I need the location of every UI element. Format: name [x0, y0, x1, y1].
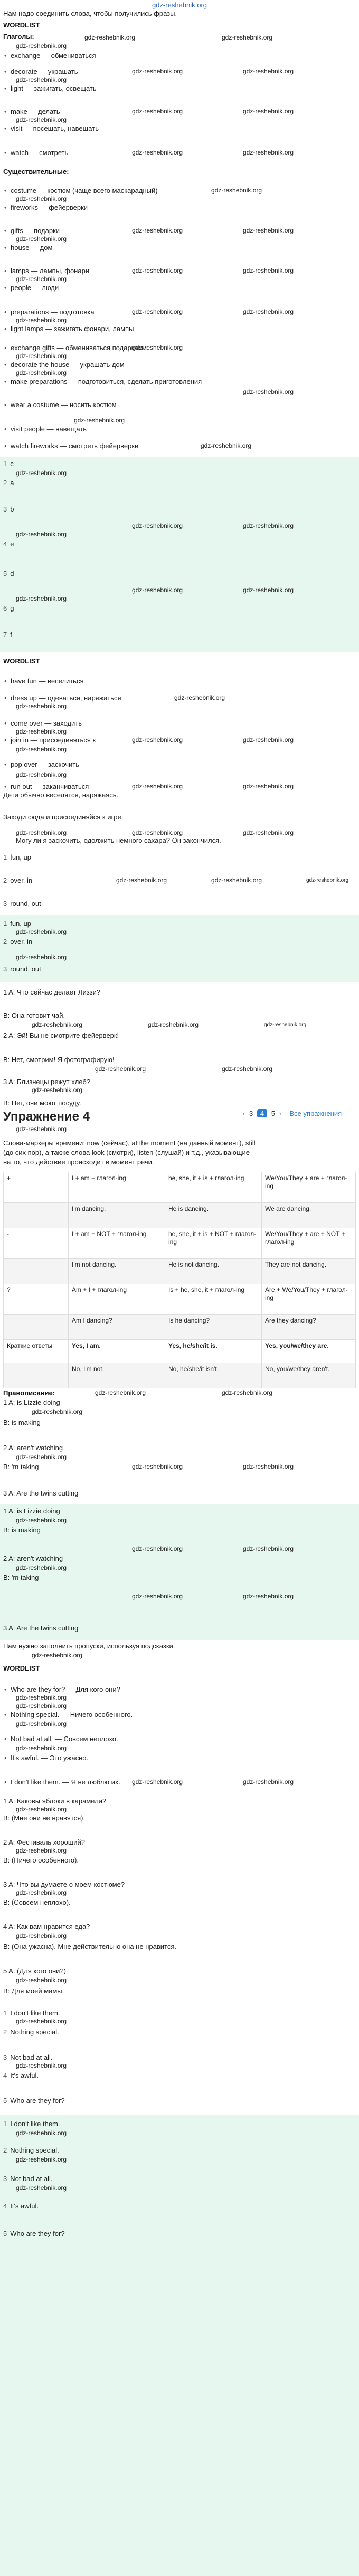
table-cell: [4, 1363, 69, 1388]
answer-number: 5: [3, 2230, 7, 2237]
dialog-line: B: Она готовит чай.: [3, 1011, 65, 1019]
table-cell: I'm dancing.: [69, 1203, 165, 1228]
dialog-line: 3 A: Что вы думаете о моем костюме?: [3, 1880, 125, 1888]
answer-number: 3: [3, 965, 7, 973]
watermark: gdz-reshebnik.org: [16, 1806, 67, 1813]
answer-text: Not bad at all.: [10, 2053, 53, 2061]
watermark: gdz-reshebnik.org: [243, 227, 294, 234]
watermark: gdz-reshebnik.org: [16, 928, 67, 935]
watermark: gdz-reshebnik.org: [201, 442, 252, 449]
table-cell: No, I'm not.: [69, 1363, 165, 1388]
dialog-line: 1 A: Что сейчас делает Лиззи?: [3, 988, 101, 996]
list-item: • decorate the house — украшать дом: [3, 361, 125, 369]
answer-number: 2: [3, 876, 7, 884]
answer-number: 2: [3, 2146, 7, 2154]
list-item: • dress up — одеваться, наряжаться: [3, 694, 121, 702]
list-item: • visit — посещать, навещать: [3, 124, 99, 132]
table-cell: No, you/we/they aren't.: [262, 1363, 356, 1388]
exercise-title: Упражнение 4: [3, 1109, 90, 1124]
watermark: gdz-reshebnik.org: [243, 522, 294, 529]
nouns-heading: Существительные:: [3, 168, 69, 176]
list-item: • Not bad at all. — Совсем неплохо.: [3, 1735, 118, 1743]
answer-line: 2 A: aren't watching: [3, 1444, 63, 1452]
answer-number: 4: [3, 2202, 7, 2210]
table-cell: We are dancing.: [262, 1203, 356, 1228]
watermark: gdz-reshebnik.org: [243, 1593, 294, 1600]
watermark: gdz-reshebnik.org: [74, 417, 125, 424]
watermark: gdz-reshebnik.org: [132, 736, 183, 744]
watermark: gdz-reshebnik.org: [16, 1694, 67, 1701]
answer-number: 3: [3, 2175, 7, 2183]
watermark: gdz-reshebnik.org: [16, 469, 67, 477]
watermark: gdz-reshebnik.org: [16, 352, 67, 360]
watermark: gdz-reshebnik.org: [243, 783, 294, 790]
list-item: • make — делать: [3, 108, 60, 115]
watermark: gdz-reshebnik.org: [16, 746, 67, 753]
watermark: gdz-reshebnik.org: [16, 771, 67, 778]
watermark: gdz-reshebnik.org: [222, 34, 273, 41]
wordlist-heading: WORDLIST: [3, 657, 40, 665]
dialog-line: 1 A: Каковы яблоки в карамели?: [3, 1797, 107, 1805]
answer-line: B: 'm taking: [3, 1574, 39, 1581]
answer-text: over, in: [10, 876, 33, 884]
answer-text: Nothing special.: [10, 2146, 59, 2154]
answer-text: It's awful.: [10, 2202, 39, 2210]
answer-line: 1 A: is Lizzie doing: [3, 1398, 60, 1406]
table-cell: -: [4, 1228, 69, 1259]
grammar-table: [3, 1172, 356, 1388]
answer-number: 1: [3, 920, 7, 928]
watermark: gdz-reshebnik.org: [16, 1847, 67, 1854]
dialog-line: B: (Ничего особенного).: [3, 1856, 79, 1864]
table-cell: Are + We/You/They + глагол-ing: [262, 1284, 356, 1315]
list-item: • exchange — обмениваться: [3, 52, 96, 60]
watermark: gdz-reshebnik.org: [243, 308, 294, 315]
watermark: gdz-reshebnik.org: [16, 702, 67, 710]
watermark: gdz-reshebnik.org: [16, 1932, 67, 1940]
dialog-line: B: Для моей мамы.: [3, 1987, 64, 1995]
watermark: gdz-reshebnik.org: [32, 1086, 83, 1094]
list-item: • gifts — подарки: [3, 227, 60, 235]
rule-text: (до сих пор), а также слова look (смотри), listen (слушай) и т.д., указывающие: [3, 1149, 250, 1156]
list-item: • light lamps — зажигать фонари, лампы: [3, 325, 134, 333]
watermark: gdz-reshebnik.org: [132, 1593, 183, 1600]
watermark: gdz-reshebnik.org: [16, 116, 67, 123]
answer-number: 7: [3, 631, 7, 639]
answer-number: 5: [3, 570, 7, 577]
table-cell: +: [4, 1172, 69, 1203]
answer-line: B: is making: [3, 1419, 41, 1426]
watermark: gdz-reshebnik.org: [243, 67, 294, 75]
watermark: gdz-reshebnik.org: [264, 1022, 307, 1028]
watermark: gdz-reshebnik.org: [222, 1389, 273, 1396]
answer-text: b: [10, 505, 14, 513]
answer-number: 3: [3, 505, 7, 513]
table-cell: No, he/she/it isn't.: [165, 1363, 262, 1388]
watermark: gdz-reshebnik.org: [132, 108, 183, 115]
watermark: gdz-reshebnik.org: [243, 1545, 294, 1552]
list-item: • preparations — подготовка: [3, 308, 95, 316]
watermark: gdz-reshebnik.org: [132, 829, 183, 836]
watermark: gdz-reshebnik.org: [132, 267, 183, 274]
answer-line: 1 A: is Lizzie doing: [3, 1507, 60, 1515]
answer-line: B: is making: [3, 1526, 41, 1534]
watermark: gdz-reshebnik.org: [32, 1652, 83, 1659]
list-item: • exchange gifts — обмениваться подарками: [3, 344, 147, 352]
answer-number: 3: [3, 900, 7, 908]
table-cell: I'm not dancing.: [69, 1259, 165, 1284]
watermark: gdz-reshebnik.org: [211, 876, 262, 884]
rules-heading: Правописание:: [3, 1389, 55, 1397]
watermark: gdz-reshebnik.org: [95, 1065, 146, 1073]
verbs-heading: Глаголы:: [3, 33, 34, 41]
example-text: Дети обычно веселятся, наряжаясь.: [3, 791, 119, 799]
answer-block: [0, 457, 359, 652]
answer-number: 3: [3, 2053, 7, 2061]
table-cell: Am + I + глагол-ing: [69, 1284, 165, 1315]
table-cell: Am I dancing?: [69, 1315, 165, 1340]
watermark: gdz-reshebnik.org: [16, 316, 67, 324]
watermark: gdz-reshebnik.org: [16, 1976, 67, 1984]
watermark: gdz-reshebnik.org: [243, 586, 294, 594]
dialog-line: B: Нет, они моют посуду.: [3, 1099, 81, 1107]
watermark: gdz-reshebnik.org: [16, 2156, 67, 2163]
watermark: gdz-reshebnik.org: [16, 76, 67, 83]
watermark: gdz-reshebnik.org: [16, 829, 67, 836]
answer-text: Not bad at all.: [10, 2175, 53, 2183]
watermark: gdz-reshebnik.org: [132, 67, 183, 75]
watermark: gdz-reshebnik.org: [243, 108, 294, 115]
answer-text: Who are they for?: [10, 2230, 65, 2237]
answer-line: B: 'm taking: [3, 1463, 39, 1471]
wordlist-heading: WORDLIST: [3, 21, 40, 29]
watermark: gdz-reshebnik.org: [132, 149, 183, 156]
answer-text: fun, up: [10, 920, 31, 928]
watermark: gdz-reshebnik.org: [16, 275, 67, 283]
wordlist-heading: WORDLIST: [3, 1664, 40, 1672]
answer-number: 2: [3, 938, 7, 946]
watermark: gdz-reshebnik.org: [32, 1021, 83, 1028]
list-item: • run out — заканчиваться: [3, 783, 89, 790]
watermark: gdz-reshebnik.org: [16, 595, 67, 602]
answer-number: 4: [3, 2071, 7, 2079]
watermark: gdz-reshebnik.org: [16, 42, 67, 50]
list-item: • watch fireworks — смотреть фейерверки: [3, 442, 138, 450]
watermark: gdz-reshebnik.org: [16, 1720, 67, 1728]
answer-text: Nothing special.: [10, 2028, 59, 2036]
watermark: gdz-reshebnik.org: [16, 2018, 67, 2025]
rule-text: Слова-маркеры времени: now (сейчас), at the moment (на данный момент), still: [3, 1139, 256, 1147]
watermark: gdz-reshebnik.org: [16, 1125, 67, 1133]
list-item: • Who are they for? — Для кого они?: [3, 1685, 120, 1693]
site-header-link[interactable]: gdz-reshebnik.org: [152, 1, 207, 9]
watermark: gdz-reshebnik.org: [132, 227, 183, 234]
watermark: gdz-reshebnik.org: [16, 195, 67, 202]
watermark: gdz-reshebnik.org: [132, 783, 183, 790]
dialog-line: 5 A: (Для кого они?): [3, 1967, 66, 1975]
answer-number: 2: [3, 2028, 7, 2036]
dialog-line: 2 A: Фестиваль хороший?: [3, 1838, 86, 1846]
watermark: gdz-reshebnik.org: [16, 1744, 67, 1752]
list-item: • make preparations — подготовиться, сделать приготовления: [3, 378, 202, 385]
answer-number: 1: [3, 2009, 7, 2017]
list-item: • come over — заходить: [3, 719, 82, 727]
watermark: gdz-reshebnik.org: [243, 388, 294, 395]
table-cell: [4, 1259, 69, 1284]
answer-text: It's awful.: [10, 2071, 39, 2079]
answer-number: 2: [3, 479, 7, 487]
dialog-line: 4 A: Как вам нравится еда?: [3, 1923, 90, 1931]
dialog-line: 3 A: Близнецы режут хлеб?: [3, 1078, 91, 1086]
answer-number: 1: [3, 2120, 7, 2128]
list-item: • watch — смотреть: [3, 149, 68, 157]
watermark: gdz-reshebnik.org: [32, 1408, 83, 1415]
answer-text: e: [10, 540, 14, 548]
intro-text: Нам нужно заполнить пропуски, используя подсказки.: [3, 1642, 175, 1650]
answer-block: [0, 1504, 359, 1640]
watermark: gdz-reshebnik.org: [16, 1517, 67, 1524]
list-item: • fireworks — фейерверки: [3, 204, 88, 211]
list-item: • wear a costume — носить костюм: [3, 401, 117, 409]
watermark: gdz-reshebnik.org: [174, 694, 225, 701]
list-item: • have fun — веселиться: [3, 677, 84, 685]
answer-text: over, in: [10, 938, 33, 946]
watermark: gdz-reshebnik.org: [132, 1463, 183, 1470]
watermark: gdz-reshebnik.org: [132, 586, 183, 594]
table-cell: ?: [4, 1284, 69, 1315]
watermark: gdz-reshebnik.org: [95, 1389, 146, 1396]
watermark: gdz-reshebnik.org: [132, 1545, 183, 1552]
watermark: gdz-reshebnik.org: [16, 2062, 67, 2069]
answer-text: fun, up: [10, 853, 31, 861]
list-item: • costume — костюм (чаще всего маскарадный): [3, 187, 158, 195]
list-item: • people — люди: [3, 284, 59, 292]
table-cell: He is not dancing.: [165, 1259, 262, 1284]
table-cell: They are not dancing.: [262, 1259, 356, 1284]
table-cell: he, she, it + is + NOT + глагол-ing: [165, 1228, 262, 1259]
answer-text: a: [10, 479, 14, 487]
answer-number: 1: [3, 460, 7, 468]
all-exercises-link[interactable]: Все упражнения: [289, 1109, 342, 1117]
table-cell: Yes, you/we/they are.: [262, 1340, 356, 1363]
table-cell: We/You/They + are + NOT + глагол-ing: [262, 1228, 356, 1259]
pager: [243, 1109, 342, 1117]
watermark: gdz-reshebnik.org: [16, 1453, 67, 1461]
example-text: Заходи сюда и присоединяйся к игре.: [3, 813, 124, 821]
answer-line: 2 A: aren't watching: [3, 1555, 63, 1562]
table-cell: We/You/They + are + глагол-ing: [262, 1172, 356, 1203]
prev-icon[interactable]: ‹: [243, 1109, 245, 1117]
watermark: gdz-reshebnik.org: [211, 187, 262, 194]
list-item: • lamps — лампы, фонари: [3, 267, 89, 275]
dialog-line: B: (Совсем неплохо).: [3, 1898, 71, 1906]
list-item: • It's awful. — Это ужасно.: [3, 1754, 88, 1762]
watermark: gdz-reshebnik.org: [243, 149, 294, 156]
dialog-line: 2 A: Эй! Вы не смотрите фейерверк!: [3, 1031, 119, 1039]
pager-prev[interactable]: 3: [249, 1109, 253, 1117]
watermark: gdz-reshebnik.org: [243, 829, 294, 836]
table-cell: [4, 1315, 69, 1340]
answer-line: 3 A: Are the twins cutting: [3, 1624, 79, 1632]
watermark: gdz-reshebnik.org: [84, 34, 136, 41]
watermark: gdz-reshebnik.org: [243, 267, 294, 274]
watermark: gdz-reshebnik.org: [132, 522, 183, 529]
table-cell: Are they dancing?: [262, 1315, 356, 1340]
watermark: gdz-reshebnik.org: [132, 344, 183, 351]
list-item: • Nothing special. — Ничего особенного.: [3, 1711, 133, 1719]
answer-text: round, out: [10, 900, 41, 908]
table-cell: [4, 1203, 69, 1228]
watermark: gdz-reshebnik.org: [16, 1564, 67, 1571]
rule-text: на то, что действие происходит в момент речи.: [3, 1158, 154, 1166]
answer-text: I don't like them.: [10, 2120, 60, 2128]
watermark: gdz-reshebnik.org: [132, 308, 183, 315]
watermark: gdz-reshebnik.org: [16, 2129, 67, 2137]
watermark: gdz-reshebnik.org: [16, 1889, 67, 1896]
watermark: gdz-reshebnik.org: [16, 2184, 67, 2192]
answer-text: g: [10, 604, 14, 612]
watermark: gdz-reshebnik.org: [243, 1463, 294, 1470]
table-cell: I + am + глагол-ing: [69, 1172, 165, 1203]
table-cell: Краткие ответы: [4, 1340, 69, 1363]
watermark: gdz-reshebnik.org: [148, 1021, 199, 1028]
list-item: • light — зажигать, освещать: [3, 84, 97, 92]
watermark: gdz-reshebnik.org: [243, 736, 294, 744]
intro-text: Нам надо соединить слова, чтобы получились фразы.: [3, 9, 177, 17]
table-cell: he, she, it + is + глагол-ing: [165, 1172, 262, 1203]
answer-text: d: [10, 570, 14, 577]
next-icon[interactable]: ›: [279, 1109, 281, 1117]
watermark: gdz-reshebnik.org: [243, 1778, 294, 1786]
example-text: Могу ли я заскочить, одолжить немного сахара? Он закончился.: [16, 836, 221, 844]
pager-next[interactable]: 5: [271, 1109, 275, 1117]
answer-number: 5: [3, 2097, 7, 2105]
watermark: gdz-reshebnik.org: [16, 369, 67, 377]
answer-line: 3 A: Are the twins cutting: [3, 1489, 79, 1497]
table-cell: Yes, I am.: [69, 1340, 165, 1363]
answer-text: Who are they for?: [10, 2097, 65, 2105]
watermark: gdz-reshebnik.org: [16, 953, 67, 961]
table-cell: Is + he, she, it + глагол-ing: [165, 1284, 262, 1315]
dialog-line: B: (Мне они не нравятся).: [3, 1814, 86, 1822]
watermark: gdz-reshebnik.org: [16, 728, 67, 735]
watermark: gdz-reshebnik.org: [16, 530, 67, 538]
list-item: • pop over — заскочить: [3, 760, 79, 768]
table-cell: He is dancing.: [165, 1203, 262, 1228]
dialog-line: B: (Она ужасна). Мне действительно она не нравится.: [3, 1943, 176, 1951]
list-item: • join in — присоединяться к: [3, 736, 96, 744]
answer-number: 1: [3, 853, 7, 861]
list-item: • decorate — украшать: [3, 67, 78, 75]
watermark: gdz-reshebnik.org: [222, 1065, 273, 1073]
answer-text: round, out: [10, 965, 41, 973]
answer-text: c: [10, 460, 14, 468]
answer-number: 6: [3, 604, 7, 612]
pager-current[interactable]: 4: [257, 1109, 267, 1117]
table-cell: Is he dancing?: [165, 1315, 262, 1340]
list-item: • I don't like them. — Я не люблю их.: [3, 1778, 120, 1786]
answer-number: 4: [3, 540, 7, 548]
watermark: gdz-reshebnik.org: [16, 1702, 67, 1710]
table-cell: Yes, he/she/it is.: [165, 1340, 262, 1363]
dialog-line: B: Нет, смотрим! Я фотографирую!: [3, 1056, 115, 1064]
list-item: • visit people — навещать: [3, 425, 87, 433]
answer-block: [0, 915, 359, 982]
watermark: gdz-reshebnik.org: [306, 877, 349, 883]
watermark: gdz-reshebnik.org: [16, 235, 67, 243]
watermark: gdz-reshebnik.org: [116, 876, 167, 884]
list-item: • house — дом: [3, 244, 52, 252]
table-cell: I + am + NOT + глагол-ing: [69, 1228, 165, 1259]
answer-text: f: [10, 631, 12, 639]
watermark: gdz-reshebnik.org: [132, 1778, 183, 1786]
answer-text: I don't like them.: [10, 2009, 60, 2017]
